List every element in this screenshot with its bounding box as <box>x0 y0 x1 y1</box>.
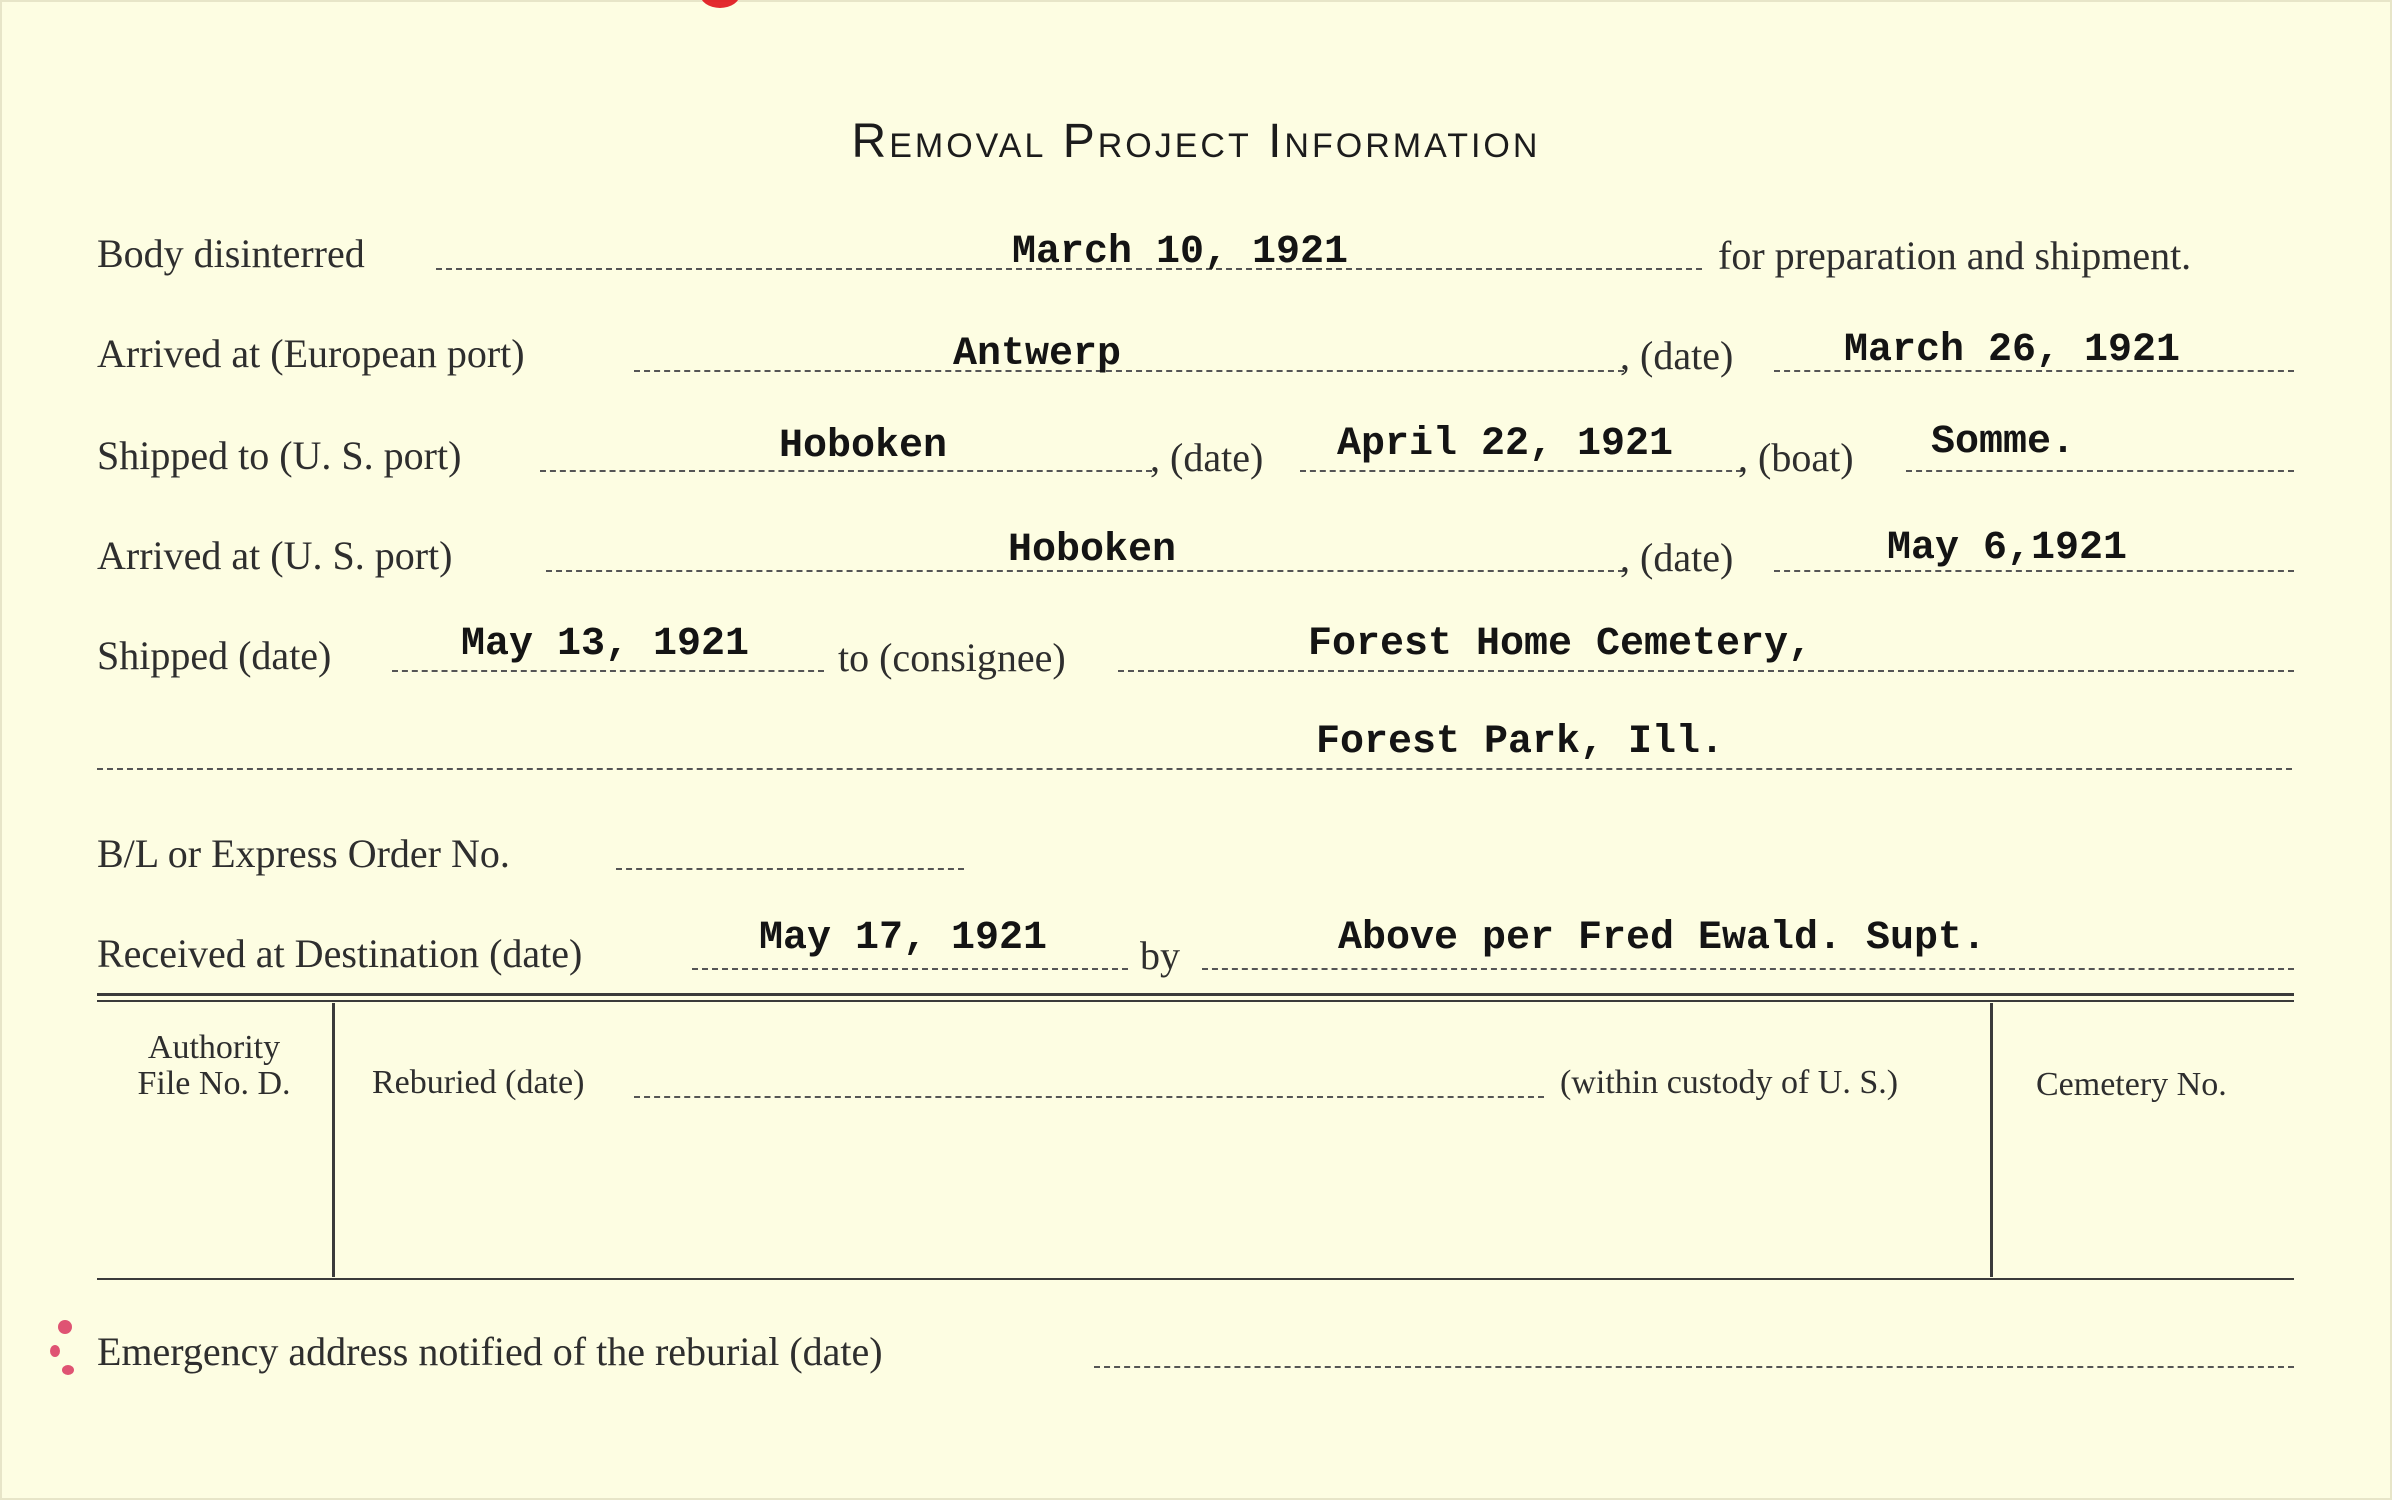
consignee-line1: Forest Home Cemetery, <box>1307 622 1813 667</box>
reburied-line <box>634 1096 1544 1098</box>
received-by-label: by <box>1140 933 1180 978</box>
received-date: May 17, 1921 <box>758 916 1048 961</box>
emergency-label: Emergency address notified of the reburial (date) <box>97 1329 883 1374</box>
cemetery-label: Cemetery No. <box>2036 1066 2227 1103</box>
divider-top-inner <box>97 1000 2294 1002</box>
arrived-eu-port-line <box>634 370 1624 372</box>
page-title: Removal Project Information <box>851 115 1541 168</box>
consignee-line-1 <box>1118 670 2294 672</box>
custody-label: (within custody of U. S.) <box>1560 1064 1899 1101</box>
received-by: Above per Fred Ewald. Supt. <box>1337 916 1987 961</box>
arrived-us-date-label: , (date) <box>1620 535 1734 580</box>
red-ink-mark <box>700 0 740 8</box>
arrived-us-date: May 6,1921 <box>1886 526 2128 571</box>
divider-bottom <box>97 1278 2294 1280</box>
consignee-line2: Forest Park, Ill. <box>1315 720 1725 765</box>
arrived-us-port: Hoboken <box>1007 528 1177 573</box>
arrived-eu-port: Antwerp <box>952 332 1122 377</box>
shipped-us-boat: Somme. <box>1930 420 2076 465</box>
received-by-line <box>1202 968 2294 970</box>
consignee-label: to (consignee) <box>838 635 1066 680</box>
shipped-us-date-line <box>1300 470 1742 472</box>
shipped-us-port-line <box>540 470 1152 472</box>
red-ink-mark <box>58 1320 72 1334</box>
arrived-eu-label: Arrived at (European port) <box>97 331 525 376</box>
shipped-us-date-label: , (date) <box>1150 435 1264 480</box>
red-ink-mark <box>62 1365 74 1375</box>
shipped-us-boat-line <box>1906 470 2294 472</box>
shipped-label: Shipped (date) <box>97 633 332 678</box>
consignee-line-2 <box>97 768 2292 770</box>
bl-label: B/L or Express Order No. <box>97 831 510 876</box>
disinterred-date: March 10, 1921 <box>1011 230 1349 275</box>
received-label: Received at Destination (date) <box>97 931 583 976</box>
disinterred-label: Body disinterred <box>97 231 365 276</box>
shipped-date-line <box>392 670 824 672</box>
shipped-us-date: April 22, 1921 <box>1336 422 1674 467</box>
received-date-line <box>692 968 1128 970</box>
emergency-line <box>1094 1366 2294 1368</box>
cemetery-divider <box>1990 1003 1993 1277</box>
disinterred-suffix: for preparation and shipment. <box>1718 233 2192 278</box>
red-ink-mark <box>50 1345 60 1357</box>
arrived-us-label: Arrived at (U. S. port) <box>97 533 453 578</box>
authority-line1: Authority <box>147 1029 281 1066</box>
authority-line2: File No. D. <box>137 1065 291 1102</box>
reburied-label: Reburied (date) <box>372 1064 585 1101</box>
bl-line <box>616 868 964 870</box>
authority-divider <box>332 1003 335 1277</box>
shipped-us-port: Hoboken <box>778 424 948 469</box>
shipped-date: May 13, 1921 <box>460 622 750 667</box>
arrived-eu-date: March 26, 1921 <box>1843 328 2181 373</box>
authority-label <box>100 1030 328 1102</box>
arrived-eu-date-label: , (date) <box>1620 333 1734 378</box>
divider-top <box>97 993 2294 996</box>
shipped-us-boat-label: , (boat) <box>1738 435 1854 480</box>
shipped-us-label: Shipped to (U. S. port) <box>97 433 462 478</box>
